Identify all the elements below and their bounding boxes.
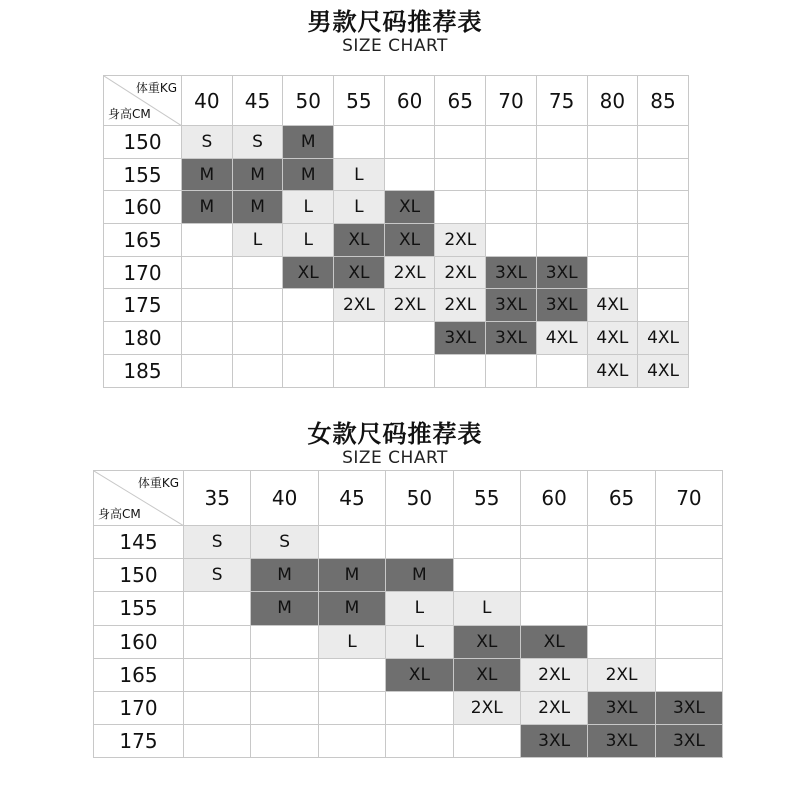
men-size-cell: XL bbox=[334, 256, 385, 289]
men-weight-header: 45 bbox=[232, 76, 283, 126]
women-size-cell: M bbox=[251, 559, 318, 592]
women-height-axis-label: 身高CM bbox=[98, 507, 141, 521]
men-size-cell bbox=[638, 224, 689, 257]
men-size-cell bbox=[384, 126, 435, 159]
men-size-cell: M bbox=[182, 158, 233, 191]
men-height-header: 160 bbox=[104, 191, 182, 224]
men-weight-header: 65 bbox=[435, 76, 486, 126]
women-size-cell: M bbox=[386, 559, 453, 592]
women-size-cell bbox=[184, 625, 251, 658]
men-height-header: 180 bbox=[104, 322, 182, 355]
men-size-cell bbox=[232, 289, 283, 322]
men-size-cell: L bbox=[283, 191, 334, 224]
men-table-row bbox=[104, 256, 689, 289]
men-size-cell bbox=[182, 354, 233, 387]
women-weight-header: 35 bbox=[184, 471, 251, 526]
women-size-cell: S bbox=[184, 526, 251, 559]
women-size-cell: 3XL bbox=[588, 725, 655, 758]
men-table-row bbox=[104, 289, 689, 322]
men-size-cell: M bbox=[283, 158, 334, 191]
women-size-cell: XL bbox=[453, 625, 520, 658]
men-table-row bbox=[104, 354, 689, 387]
men-weight-header: 40 bbox=[182, 76, 233, 126]
men-size-cell: M bbox=[182, 191, 233, 224]
men-size-cell bbox=[638, 289, 689, 322]
women-size-cell: 2XL bbox=[453, 691, 520, 724]
men-size-cell bbox=[486, 191, 537, 224]
men-size-cell bbox=[182, 256, 233, 289]
women-title-block bbox=[0, 420, 790, 468]
women-size-cell bbox=[251, 625, 318, 658]
men-size-cell bbox=[486, 158, 537, 191]
men-size-cell: 3XL bbox=[486, 289, 537, 322]
men-size-cell bbox=[587, 191, 638, 224]
men-size-cell bbox=[232, 354, 283, 387]
men-size-cell: L bbox=[334, 191, 385, 224]
women-size-cell bbox=[655, 559, 722, 592]
men-height-header: 150 bbox=[104, 126, 182, 159]
men-height-header: 185 bbox=[104, 354, 182, 387]
women-height-header: 170 bbox=[94, 691, 184, 724]
women-height-header: 175 bbox=[94, 725, 184, 758]
women-size-cell bbox=[386, 691, 453, 724]
women-size-cell bbox=[184, 691, 251, 724]
men-size-cell bbox=[638, 158, 689, 191]
men-size-cell: 4XL bbox=[587, 354, 638, 387]
men-size-cell bbox=[587, 224, 638, 257]
women-size-cell: S bbox=[251, 526, 318, 559]
women-table-row bbox=[94, 526, 723, 559]
men-size-cell bbox=[384, 158, 435, 191]
women-table-row bbox=[94, 559, 723, 592]
women-table-row bbox=[94, 658, 723, 691]
women-size-cell bbox=[318, 658, 385, 691]
women-weight-axis-label: 体重KG bbox=[137, 476, 179, 490]
women-size-cell: L bbox=[318, 625, 385, 658]
women-size-cell bbox=[453, 526, 520, 559]
men-size-cell bbox=[384, 354, 435, 387]
women-size-cell bbox=[655, 526, 722, 559]
women-size-cell bbox=[453, 725, 520, 758]
women-weight-header: 45 bbox=[318, 471, 385, 526]
women-size-cell: L bbox=[386, 592, 453, 625]
men-size-cell: XL bbox=[283, 256, 334, 289]
women-size-cell bbox=[520, 526, 587, 559]
women-size-cell bbox=[655, 592, 722, 625]
men-size-cell: 2XL bbox=[435, 256, 486, 289]
men-size-cell: L bbox=[334, 158, 385, 191]
women-size-cell bbox=[520, 592, 587, 625]
men-size-cell bbox=[232, 322, 283, 355]
men-size-cell bbox=[435, 126, 486, 159]
men-size-cell: 3XL bbox=[536, 256, 587, 289]
women-size-cell bbox=[386, 725, 453, 758]
women-size-cell: 3XL bbox=[520, 725, 587, 758]
men-size-cell: 2XL bbox=[384, 289, 435, 322]
men-size-cell: 3XL bbox=[435, 322, 486, 355]
men-size-cell bbox=[283, 322, 334, 355]
men-size-cell bbox=[587, 126, 638, 159]
women-size-cell bbox=[655, 658, 722, 691]
men-size-cell: L bbox=[232, 224, 283, 257]
women-header-row bbox=[94, 471, 723, 526]
men-size-cell bbox=[638, 191, 689, 224]
women-height-header: 150 bbox=[94, 559, 184, 592]
men-table-row bbox=[104, 191, 689, 224]
women-table-row bbox=[94, 625, 723, 658]
men-table-row bbox=[104, 224, 689, 257]
women-table-row bbox=[94, 725, 723, 758]
women-size-cell: M bbox=[318, 559, 385, 592]
women-size-cell: 2XL bbox=[588, 658, 655, 691]
men-size-cell: 2XL bbox=[384, 256, 435, 289]
women-height-header: 155 bbox=[94, 592, 184, 625]
men-height-header: 170 bbox=[104, 256, 182, 289]
men-header-row bbox=[104, 76, 689, 126]
men-size-cell bbox=[486, 354, 537, 387]
men-size-cell: 3XL bbox=[536, 289, 587, 322]
men-size-cell: S bbox=[232, 126, 283, 159]
women-weight-header: 65 bbox=[588, 471, 655, 526]
women-size-cell bbox=[655, 625, 722, 658]
men-size-cell bbox=[384, 322, 435, 355]
men-size-cell bbox=[486, 224, 537, 257]
women-size-cell bbox=[588, 625, 655, 658]
women-height-header: 165 bbox=[94, 658, 184, 691]
women-weight-header: 40 bbox=[251, 471, 318, 526]
women-size-cell: L bbox=[386, 625, 453, 658]
women-size-cell bbox=[251, 725, 318, 758]
women-size-cell: XL bbox=[386, 658, 453, 691]
women-size-cell bbox=[453, 559, 520, 592]
women-size-cell bbox=[588, 526, 655, 559]
women-size-cell bbox=[251, 658, 318, 691]
women-table-row bbox=[94, 592, 723, 625]
women-size-cell bbox=[588, 592, 655, 625]
women-height-header: 160 bbox=[94, 625, 184, 658]
men-size-cell bbox=[283, 289, 334, 322]
men-table-row bbox=[104, 126, 689, 159]
men-weight-axis-label: 体重KG bbox=[135, 81, 177, 95]
men-size-cell bbox=[638, 126, 689, 159]
men-size-cell: XL bbox=[384, 191, 435, 224]
men-size-cell: 4XL bbox=[638, 322, 689, 355]
men-size-cell bbox=[435, 158, 486, 191]
men-weight-header: 50 bbox=[283, 76, 334, 126]
women-size-cell: 2XL bbox=[520, 658, 587, 691]
men-size-cell bbox=[435, 191, 486, 224]
men-size-cell bbox=[536, 126, 587, 159]
men-size-cell bbox=[334, 322, 385, 355]
men-size-cell bbox=[587, 158, 638, 191]
women-table-row bbox=[94, 691, 723, 724]
men-weight-header: 80 bbox=[587, 76, 638, 126]
men-weight-header: 85 bbox=[638, 76, 689, 126]
men-title-en: SIZE CHART bbox=[342, 36, 448, 56]
women-size-cell: 3XL bbox=[655, 691, 722, 724]
men-size-cell bbox=[638, 256, 689, 289]
women-size-cell: 3XL bbox=[655, 725, 722, 758]
men-height-header: 155 bbox=[104, 158, 182, 191]
men-size-cell: 4XL bbox=[536, 322, 587, 355]
women-weight-header: 60 bbox=[520, 471, 587, 526]
women-size-table bbox=[93, 470, 723, 758]
women-size-cell bbox=[184, 725, 251, 758]
women-size-cell: 2XL bbox=[520, 691, 587, 724]
men-size-cell: M bbox=[232, 191, 283, 224]
men-size-cell: 4XL bbox=[587, 322, 638, 355]
women-height-header: 145 bbox=[94, 526, 184, 559]
men-size-cell bbox=[182, 289, 233, 322]
women-size-cell: M bbox=[251, 592, 318, 625]
women-size-cell bbox=[318, 725, 385, 758]
men-height-header: 175 bbox=[104, 289, 182, 322]
men-size-cell: 4XL bbox=[638, 354, 689, 387]
women-title-en: SIZE CHART bbox=[342, 448, 448, 468]
men-size-cell bbox=[182, 224, 233, 257]
men-size-cell: M bbox=[232, 158, 283, 191]
men-size-cell: 3XL bbox=[486, 256, 537, 289]
women-size-cell bbox=[318, 526, 385, 559]
men-height-header: 165 bbox=[104, 224, 182, 257]
women-size-cell bbox=[588, 559, 655, 592]
men-size-cell bbox=[536, 224, 587, 257]
men-size-cell bbox=[334, 126, 385, 159]
men-height-axis-label: 身高CM bbox=[108, 107, 151, 121]
men-table-row bbox=[104, 322, 689, 355]
women-size-cell: M bbox=[318, 592, 385, 625]
women-size-cell: XL bbox=[520, 625, 587, 658]
men-size-cell bbox=[587, 256, 638, 289]
men-size-cell bbox=[536, 354, 587, 387]
men-size-cell: 4XL bbox=[587, 289, 638, 322]
men-size-cell bbox=[232, 256, 283, 289]
women-corner-cell bbox=[94, 471, 184, 526]
men-size-cell: 2XL bbox=[435, 289, 486, 322]
men-weight-header: 55 bbox=[334, 76, 385, 126]
women-title-cn: 女款尺码推荐表 bbox=[307, 420, 483, 448]
women-size-cell bbox=[184, 658, 251, 691]
men-size-table bbox=[103, 75, 689, 388]
men-size-cell bbox=[283, 354, 334, 387]
men-size-cell: S bbox=[182, 126, 233, 159]
men-title-cn: 男款尺码推荐表 bbox=[307, 8, 483, 36]
men-size-cell bbox=[536, 158, 587, 191]
men-size-cell: XL bbox=[334, 224, 385, 257]
men-size-cell bbox=[334, 354, 385, 387]
men-title-block bbox=[0, 8, 790, 56]
women-size-cell bbox=[386, 526, 453, 559]
men-table-row bbox=[104, 158, 689, 191]
women-size-cell bbox=[520, 559, 587, 592]
men-size-cell: XL bbox=[384, 224, 435, 257]
women-weight-header: 50 bbox=[386, 471, 453, 526]
women-size-cell: L bbox=[453, 592, 520, 625]
women-size-cell bbox=[318, 691, 385, 724]
men-size-cell: 3XL bbox=[486, 322, 537, 355]
women-size-cell: XL bbox=[453, 658, 520, 691]
men-weight-header: 70 bbox=[486, 76, 537, 126]
women-size-cell bbox=[251, 691, 318, 724]
men-weight-header: 75 bbox=[536, 76, 587, 126]
men-size-cell: L bbox=[283, 224, 334, 257]
men-size-cell bbox=[182, 322, 233, 355]
men-corner-cell bbox=[104, 76, 182, 126]
men-size-cell: 2XL bbox=[334, 289, 385, 322]
men-size-cell bbox=[536, 191, 587, 224]
men-size-cell: M bbox=[283, 126, 334, 159]
women-weight-header: 55 bbox=[453, 471, 520, 526]
men-size-cell: 2XL bbox=[435, 224, 486, 257]
women-size-cell: 3XL bbox=[588, 691, 655, 724]
men-weight-header: 60 bbox=[384, 76, 435, 126]
men-size-cell bbox=[435, 354, 486, 387]
women-weight-header: 70 bbox=[655, 471, 722, 526]
men-size-cell bbox=[486, 126, 537, 159]
women-size-cell: S bbox=[184, 559, 251, 592]
women-size-cell bbox=[184, 592, 251, 625]
